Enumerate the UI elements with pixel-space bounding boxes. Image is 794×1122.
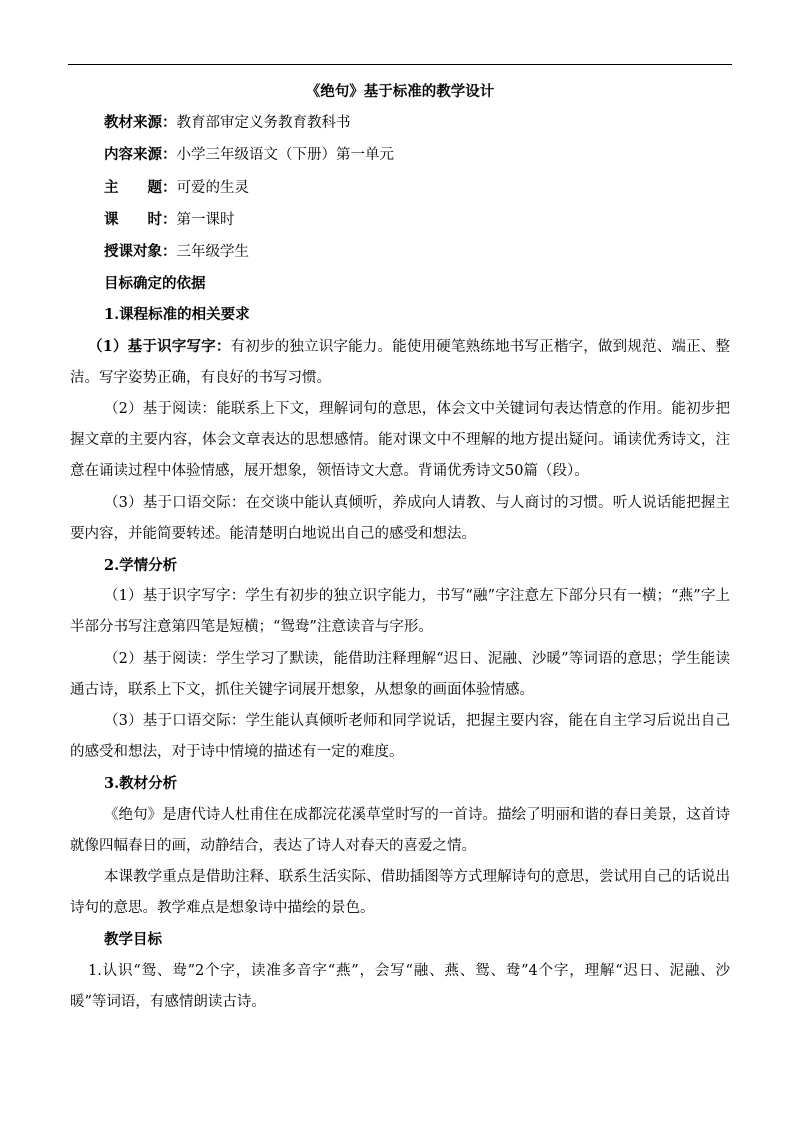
meta-value: 第一课时	[176, 211, 235, 228]
meta-key: 内容来源：	[104, 146, 177, 164]
section-heading-learner-analysis: 2.学情分析	[104, 557, 178, 575]
teaching-focus-paragraph: 本课教学重点是借助注释、联系生活实际、借助插图等方式理解诗句的意思，尝试用自己的话说出诗句的意思。教学难点是想象诗中描绘的景色。	[70, 869, 730, 917]
meta-value: 教育部审定义务教育教科书	[176, 115, 351, 132]
standards-oral-paragraph: （3）基于口语交际：在交谈中能认真倾听，养成向人请教、与人商讨的习惯。听人说话能把握主要内容，并能简要转述。能清楚明白地说出自己的感受和想法。	[70, 494, 730, 542]
meta-key: 授课对象：	[104, 243, 177, 261]
goal-item-1: 1.认识“鸳、鸯”2个字，读准多音字“燕”，会写“融、燕、鸳、鸯”4个字，理解“迟日、泥融、沙暖”等词语，有感情朗读古诗。	[70, 962, 730, 1010]
standards-reading-paragraph: （2）基于阅读：能联系上下文，理解词句的意思，体会文中关键词句表达情意的作用。能初步把握文章的主要内容，体会文章表达的思想感情。能对课文中不理解的地方提出疑问。诵读优秀诗文，注意在诵读过程中体验情感，展开想象，领悟诗文大意。背诵优秀诗文50篇（段）。	[70, 401, 730, 480]
document-title: 《绝句》基于标准的教学设计	[305, 83, 495, 100]
meta-audience	[70, 236, 730, 268]
meta-textbook-source	[70, 107, 730, 139]
meta-theme	[70, 172, 730, 204]
document-body	[70, 76, 730, 1018]
learner-literacy-paragraph: （1）基于识字写字：学生有初步的独立识字能力，书写“融”字注意左下部分只有一横；“燕”字上半部分书写注意第四笔是短横；“鸳鸯”注意读音与字形。	[70, 588, 730, 636]
paragraph-lead: （1）基于识字写字：	[88, 337, 231, 355]
textbook-analysis-paragraph: 《绝句》是唐代诗人杜甫住在成都浣花溪草堂时写的一首诗。描绘了明丽和谐的春日美景，这首诗就像四幅春日的画，动静结合，表达了诗人对春天的喜爱之情。	[70, 806, 730, 854]
section-heading-standards: 1.课程标准的相关要求	[104, 306, 250, 324]
header-rule	[68, 64, 732, 65]
basis-heading: 目标确定的依据	[104, 275, 206, 293]
learner-oral-paragraph: （3）基于口语交际：学生能认真倾听老师和同学说话，把握主要内容，能在自主学习后说出自己的感受和想法，对于诗中情境的描述有一定的难度。	[70, 713, 730, 761]
section-heading-goals: 教学目标	[104, 931, 162, 949]
meta-content-source	[70, 139, 730, 171]
meta-key: 主 题：	[104, 178, 177, 196]
paragraph-text: 有初步的独立识字能力。能使用硬笔熟练地书写正楷字，做到规范、端正、整洁。写字姿势正确，有良好的书写习惯。	[70, 338, 730, 386]
meta-value: 小学三年级语文（下册）第一单元	[176, 147, 394, 164]
standards-literacy-paragraph	[70, 331, 730, 394]
meta-period	[70, 204, 730, 236]
meta-value: 可爱的生灵	[176, 179, 249, 196]
section-heading-textbook-analysis: 3.教材分析	[104, 775, 178, 793]
meta-key: 教材来源：	[104, 114, 177, 132]
meta-value: 三年级学生	[176, 244, 249, 261]
meta-key: 课 时：	[104, 210, 177, 228]
learner-reading-paragraph: （2）基于阅读：学生学习了默读，能借助注释理解“迟日、泥融、沙暖”等词语的意思；学生能读通古诗，联系上下文，抓住关键字词展开想象，从想象的画面体验情感。	[70, 650, 730, 698]
